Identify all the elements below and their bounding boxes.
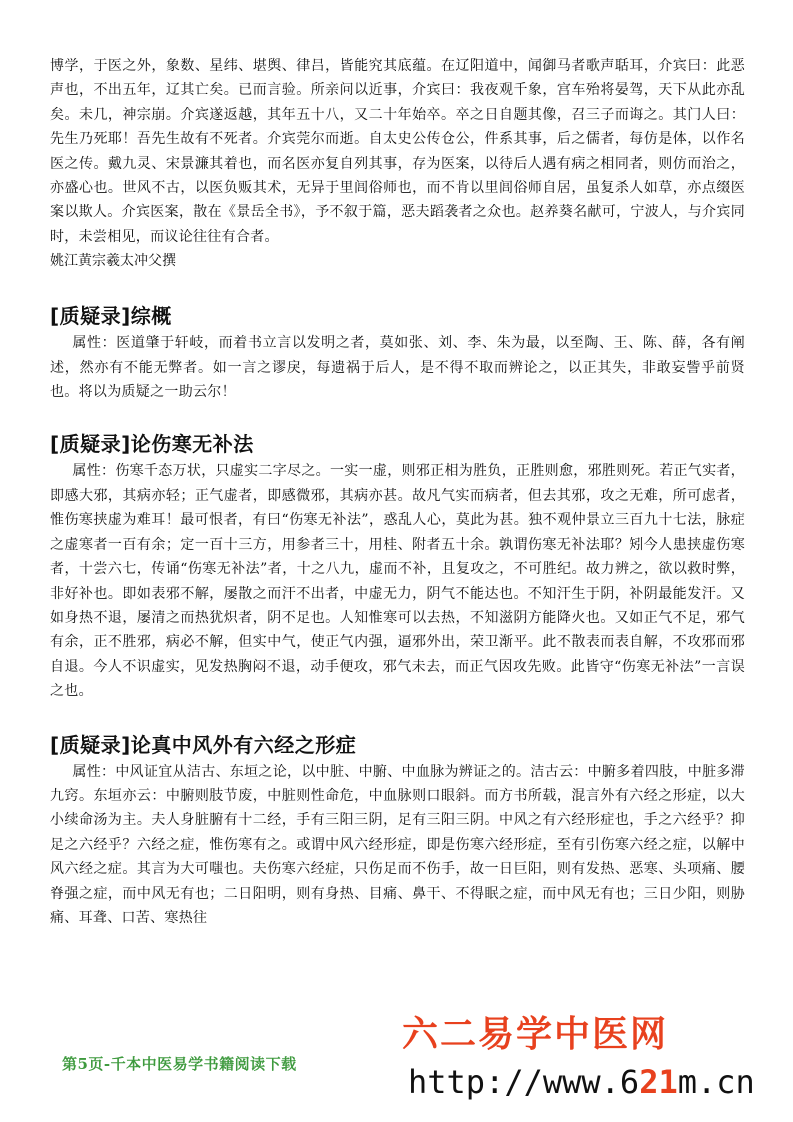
section-body-wind-stroke: 属性：中风证宜从洁古、东垣之论，以中脏、中腑、中血脉为辨证之的。洁古云：中腑多着四肢，中脏多滞九窍。东垣亦云：中腑则肢节废，中脏则性命危，中血脉则口眼斜。而方书所载，混言外有六经之形症，以大小续命汤为主。夫人身脏腑有十二经，手有三阳三阴，足有三阳三阴。中风之有六经形症也，手之六经乎？抑足之六经乎？六经之症，惟伤寒有之。或谓中风六经形症，即是伤寒六经形症，至有引伤寒六经之症，以解中风六经之症。其言为大可嗤也。夫伤寒六经症，只伤足而不伤手，故一日巨阳，则有发热、恶寒、头项痛、腰脊强之症，而中风无有也；二日阳明，则有身热、目痛、鼻干、不得眠之症，而中风无有也；三日少阳，则胁痛、耳聋、口苦、寒热往 <box>50 763 745 926</box>
watermark-url[interactable] <box>408 1063 755 1101</box>
watermark-url-suffix: m.cn <box>677 1063 755 1101</box>
author-attribution: 姚江黄宗羲太冲父撰 <box>50 253 176 270</box>
section-title-wind-stroke: [质疑录]论真中风外有六经之形症 <box>50 732 357 757</box>
watermark-url-prefix: http://www.6 <box>408 1063 640 1101</box>
document-page <box>50 54 745 930</box>
watermark-url-highlight: 21 <box>639 1063 678 1101</box>
watermark-site-name: 六二易学中医网 <box>402 1014 669 1055</box>
section-title-overview: [质疑录]综概 <box>50 304 172 329</box>
section-body-overview: 属性：医道肇于轩岐，而着书立言以发明之者，莫如张、刘、李、朱为最，以至陶、王、陈、薛，各有阐述，然亦有不能无弊者。如一言之谬戾，每遗祸于后人，是不得不取而辨论之，以正其失，非敢妄訾乎前贤也。将以为质疑之一助云尔！ <box>50 335 745 401</box>
section-title-cold-damage: [质疑录]论伤寒无补法 <box>50 432 254 457</box>
intro-paragraph: 博学，于医之外，象数、星纬、堪舆、律吕，皆能究其底蕴。在辽阳道中，闻御马者歌声聒耳，介宾曰：此恶声也，不出五年，辽其亡矣。已而言验。所亲问以近事，介宾曰：我夜观千象，宫车殆将晏驾，天下从此亦乱矣。未几，神宗崩。介宾遂返越，其年五十八，又二十年始卒。卒之日自题其像，召三子而诲之。其门人曰：先生乃死耶！吾先生故有不死者。介宾莞尔而逝。自太史公传仓公，件系其事，后之儒者，每仿是体，以作名医之传。戴九灵、宋景濂其着也，而名医亦复自列其事，存为医案，以待后人遇有病之相同者，则仿而治之，亦盛心也。世风不古，以医负贩其术，无异于里闾俗师也，而不肯以里闾俗师自居，虽复杀人如草，亦点缀医案以欺人。介宾医案，散在《景岳全书》，予不叙于篇，恶夫蹈袭者之众也。赵养葵名献可，宁波人，与介宾同时，未尝相见，而议论往往有合者。 <box>50 58 745 245</box>
section-body-cold-damage: 属性：伤寒千态万状，只虚实二字尽之。一实一虚，则邪正相为胜负，正胜则愈，邪胜则死。若正气实者，即感大邪，其病亦轻；正气虚者，即感微邪，其病亦甚。故凡气实而病者，但去其邪，攻之无难，所可虑者，惟伤寒挟虚为难耳！最可恨者，有曰“伤寒无补法”，惑乱人心，莫此为甚。独不观仲景立三百九十七法，脉症之虚寒者一百有余；定一百十三方，用参者三十，用桂、附者五十余。孰谓伤寒无补法耶？矧今人患挟虚伤寒者，十尝六七，传诵“伤寒无补法”者，十之八九，虚而不补，且复攻之，不可胜纪。故力辨之，欲以救时弊，非好补也。即如表邪不解，屡散之而汗不出者，中虚无力，阴气不能达也。不知汗生于阴，补阴最能发汗。又如身热不退，屡清之而热犹炽者，阴不足也。人知惟寒可以去热，不知滋阴方能降火也。又如正气不足，邪气有余，正不胜邪，病必不解，但实中气，使正气内强，逼邪外出，荣卫渐平。此不散表而表自解，不攻邪而邪自退。今人不识虚实，见发热胸闷不退，动手便攻，邪气未去，而正气因攻先败。此皆守“伤寒无补法”一言误之也。 <box>50 463 745 700</box>
page-footer-label: 第5页-千本中医易学书籍阅读下载 <box>62 1055 297 1073</box>
